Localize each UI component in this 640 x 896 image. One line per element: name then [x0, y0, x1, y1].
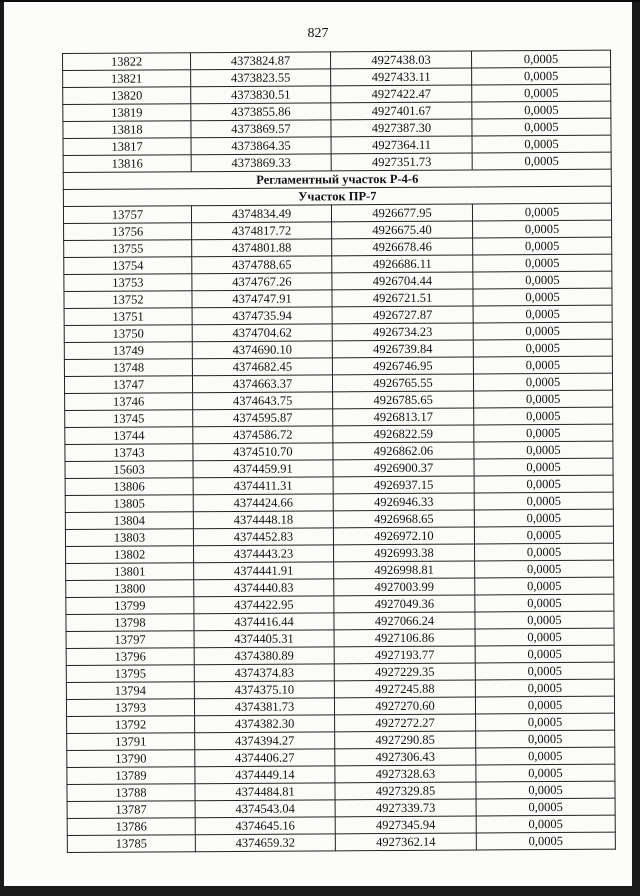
- point-number-cell: 13790: [67, 750, 195, 768]
- y-coordinate-cell: 4927362.14: [335, 833, 476, 851]
- x-coordinate-cell: 4374394.27: [195, 732, 335, 750]
- point-number-cell: 13792: [67, 716, 195, 734]
- error-cell: 0,0005: [474, 526, 613, 544]
- coordinates-table-body: [63, 50, 616, 852]
- error-cell: 0,0005: [476, 713, 615, 731]
- x-coordinate-cell: 4373864.35: [191, 137, 331, 155]
- point-number-cell: 13747: [64, 376, 192, 394]
- point-number-cell: 13819: [63, 104, 191, 122]
- y-coordinate-cell: 4927270.60: [334, 697, 475, 715]
- error-cell: 0,0005: [475, 645, 614, 663]
- error-cell: 0,0005: [475, 594, 614, 612]
- error-cell: 0,0005: [474, 407, 613, 425]
- x-coordinate-cell: 4374801.88: [192, 239, 332, 257]
- x-coordinate-cell: 4374381.73: [194, 698, 334, 716]
- x-coordinate-cell: 4374424.66: [193, 494, 333, 512]
- x-coordinate-cell: 4374440.83: [194, 579, 334, 597]
- y-coordinate-cell: 4926746.95: [332, 357, 473, 375]
- point-number-cell: 13800: [66, 580, 194, 598]
- point-number-cell: 13821: [63, 70, 191, 88]
- point-number-cell: 13799: [66, 597, 194, 615]
- point-number-cell: 13796: [66, 648, 194, 666]
- point-number-cell: 13748: [64, 359, 192, 377]
- error-cell: 0,0005: [473, 288, 612, 306]
- error-cell: 0,0005: [473, 305, 612, 323]
- subsection-heading: Участок ПР-7: [63, 186, 611, 206]
- x-coordinate-cell: 4374682.45: [192, 358, 332, 376]
- x-coordinate-cell: 4374406.27: [195, 749, 335, 767]
- error-cell: 0,0005: [473, 271, 612, 289]
- error-cell: 0,0005: [475, 628, 614, 646]
- x-coordinate-cell: 4374411.31: [193, 477, 333, 495]
- document-page: [4, 2, 632, 886]
- x-coordinate-cell: 4374767.26: [192, 273, 332, 291]
- error-cell: 0,0005: [475, 560, 614, 578]
- error-cell: 0,0005: [472, 67, 611, 85]
- error-cell: 0,0005: [471, 50, 610, 68]
- x-coordinate-cell: 4373855.86: [191, 103, 331, 121]
- point-number-cell: 13818: [63, 121, 191, 139]
- y-coordinate-cell: 4927339.73: [335, 799, 476, 817]
- point-number-cell: 13756: [64, 223, 192, 241]
- y-coordinate-cell: 4927306.43: [335, 748, 476, 766]
- error-cell: 0,0005: [474, 458, 613, 476]
- point-number-cell: 13753: [64, 274, 192, 292]
- error-cell: 0,0005: [473, 220, 612, 238]
- y-coordinate-cell: 4926704.44: [332, 272, 473, 290]
- y-coordinate-cell: 4926862.06: [333, 442, 474, 460]
- y-coordinate-cell: 4926993.38: [334, 544, 475, 562]
- section-heading: Регламентный участок Р-4-6: [63, 169, 611, 189]
- x-coordinate-cell: 4374382.30: [195, 715, 335, 733]
- point-number-cell: 13795: [66, 665, 194, 683]
- y-coordinate-cell: 4927422.47: [331, 85, 472, 103]
- point-number-cell: 13791: [67, 733, 195, 751]
- x-coordinate-cell: 4374375.10: [194, 681, 334, 699]
- y-coordinate-cell: 4926946.33: [333, 493, 474, 511]
- y-coordinate-cell: 4927433.11: [331, 68, 472, 86]
- error-cell: 0,0005: [476, 798, 615, 816]
- point-number-cell: 13789: [67, 767, 195, 785]
- point-number-cell: 13801: [66, 563, 194, 581]
- x-coordinate-cell: 4374834.49: [191, 205, 331, 223]
- y-coordinate-cell: 4926721.51: [332, 289, 473, 307]
- x-coordinate-cell: 4374645.16: [195, 817, 335, 835]
- x-coordinate-cell: 4373830.51: [191, 86, 331, 104]
- point-number-cell: 13822: [63, 53, 191, 71]
- y-coordinate-cell: 4927328.63: [335, 765, 476, 783]
- x-coordinate-cell: 4374449.14: [195, 766, 335, 784]
- error-cell: 0,0005: [473, 356, 612, 374]
- y-coordinate-cell: 4927245.88: [334, 680, 475, 698]
- error-cell: 0,0005: [476, 764, 615, 782]
- error-cell: 0,0005: [473, 322, 612, 340]
- y-coordinate-cell: 4927290.85: [335, 731, 476, 749]
- x-coordinate-cell: 4374405.31: [194, 630, 334, 648]
- error-cell: 0,0005: [475, 696, 614, 714]
- y-coordinate-cell: 4927345.94: [335, 816, 476, 834]
- point-number-cell: 13816: [63, 155, 191, 173]
- error-cell: 0,0005: [476, 815, 615, 833]
- error-cell: 0,0005: [472, 118, 611, 136]
- x-coordinate-cell: 4374422.95: [194, 596, 334, 614]
- error-cell: 0,0005: [474, 441, 613, 459]
- error-cell: 0,0005: [475, 611, 614, 629]
- x-coordinate-cell: 4374586.72: [193, 426, 333, 444]
- y-coordinate-cell: 4926675.40: [332, 221, 473, 239]
- x-coordinate-cell: 4374595.87: [193, 409, 333, 427]
- y-coordinate-cell: 4927401.67: [331, 102, 472, 120]
- x-coordinate-cell: 4374459.91: [193, 460, 333, 478]
- x-coordinate-cell: 4374441.91: [194, 562, 334, 580]
- point-number-cell: 13751: [64, 308, 192, 326]
- point-number-cell: 15603: [65, 461, 193, 479]
- x-coordinate-cell: 4374380.89: [194, 647, 334, 665]
- y-coordinate-cell: 4926678.46: [332, 238, 473, 256]
- error-cell: 0,0005: [472, 203, 611, 221]
- error-cell: 0,0005: [472, 101, 611, 119]
- y-coordinate-cell: 4927438.03: [330, 51, 471, 69]
- x-coordinate-cell: 4374747.91: [192, 290, 332, 308]
- point-number-cell: 13786: [67, 818, 195, 836]
- x-coordinate-cell: 4374484.81: [195, 783, 335, 801]
- y-coordinate-cell: 4926937.15: [333, 476, 474, 494]
- y-coordinate-cell: 4926734.23: [332, 323, 473, 341]
- error-cell: 0,0005: [474, 424, 613, 442]
- point-number-cell: 13757: [63, 206, 191, 224]
- y-coordinate-cell: 4927229.35: [334, 663, 475, 681]
- y-coordinate-cell: 4926727.87: [332, 306, 473, 324]
- x-coordinate-cell: 4373824.87: [191, 52, 331, 70]
- error-cell: 0,0005: [475, 679, 614, 697]
- x-coordinate-cell: 4374448.18: [193, 511, 333, 529]
- x-coordinate-cell: 4373869.33: [191, 154, 331, 172]
- y-coordinate-cell: 4926765.55: [332, 374, 473, 392]
- error-cell: 0,0005: [476, 747, 615, 765]
- error-cell: 0,0005: [476, 832, 615, 850]
- error-cell: 0,0005: [473, 237, 612, 255]
- x-coordinate-cell: 4374788.65: [192, 256, 332, 274]
- y-coordinate-cell: 4926900.37: [333, 459, 474, 477]
- error-cell: 0,0005: [475, 577, 614, 595]
- x-coordinate-cell: 4374643.75: [193, 392, 333, 410]
- error-cell: 0,0005: [474, 509, 613, 527]
- x-coordinate-cell: 4374690.10: [192, 341, 332, 359]
- error-cell: 0,0005: [473, 339, 612, 357]
- x-coordinate-cell: 4374704.62: [192, 324, 332, 342]
- point-number-cell: 13750: [64, 325, 192, 343]
- y-coordinate-cell: 4926686.11: [332, 255, 473, 273]
- x-coordinate-cell: 4374452.83: [193, 528, 333, 546]
- error-cell: 0,0005: [474, 475, 613, 493]
- point-number-cell: 13794: [66, 682, 194, 700]
- error-cell: 0,0005: [475, 543, 614, 561]
- error-cell: 0,0005: [476, 781, 615, 799]
- point-number-cell: 13787: [67, 801, 195, 819]
- point-number-cell: 13820: [63, 87, 191, 105]
- x-coordinate-cell: 4374374.83: [194, 664, 334, 682]
- point-number-cell: 13817: [63, 138, 191, 156]
- error-cell: 0,0005: [474, 492, 613, 510]
- x-coordinate-cell: 4374443.23: [194, 545, 334, 563]
- point-number-cell: 13804: [65, 512, 193, 530]
- error-cell: 0,0005: [475, 662, 614, 680]
- x-coordinate-cell: 4374659.32: [195, 834, 335, 852]
- table-row: [67, 832, 615, 852]
- error-cell: 0,0005: [472, 152, 611, 170]
- point-number-cell: 13743: [65, 444, 193, 462]
- point-number-cell: 13754: [64, 257, 192, 275]
- y-coordinate-cell: 4927272.27: [335, 714, 476, 732]
- point-number-cell: 13797: [66, 631, 194, 649]
- page-number: 827: [307, 26, 329, 41]
- point-number-cell: 13793: [66, 699, 194, 717]
- y-coordinate-cell: 4926972.10: [333, 527, 474, 545]
- y-coordinate-cell: 4926739.84: [332, 340, 473, 358]
- point-number-cell: 13802: [66, 546, 194, 564]
- x-coordinate-cell: 4374416.44: [194, 613, 334, 631]
- error-cell: 0,0005: [472, 84, 611, 102]
- point-number-cell: 13749: [64, 342, 192, 360]
- x-coordinate-cell: 4373869.57: [191, 120, 331, 138]
- y-coordinate-cell: 4926822.59: [333, 425, 474, 443]
- x-coordinate-cell: 4374510.70: [193, 443, 333, 461]
- y-coordinate-cell: 4927351.73: [331, 153, 472, 171]
- error-cell: 0,0005: [473, 373, 612, 391]
- point-number-cell: 13785: [67, 835, 195, 853]
- point-number-cell: 13798: [66, 614, 194, 632]
- x-coordinate-cell: 4374543.04: [195, 800, 335, 818]
- y-coordinate-cell: 4926785.65: [333, 391, 474, 409]
- y-coordinate-cell: 4927003.99: [334, 578, 475, 596]
- error-cell: 0,0005: [472, 135, 611, 153]
- x-coordinate-cell: 4374735.94: [192, 307, 332, 325]
- point-number-cell: 13788: [67, 784, 195, 802]
- point-number-cell: 13805: [65, 495, 193, 513]
- y-coordinate-cell: 4927329.85: [335, 782, 476, 800]
- point-number-cell: 13744: [65, 427, 193, 445]
- point-number-cell: 13752: [64, 291, 192, 309]
- point-number-cell: 13755: [64, 240, 192, 258]
- y-coordinate-cell: 4927066.24: [334, 612, 475, 630]
- error-cell: 0,0005: [473, 254, 612, 272]
- y-coordinate-cell: 4926968.65: [333, 510, 474, 528]
- y-coordinate-cell: 4927049.36: [334, 595, 475, 613]
- error-cell: 0,0005: [476, 730, 615, 748]
- x-coordinate-cell: 4374817.72: [192, 222, 332, 240]
- point-number-cell: 13746: [65, 393, 193, 411]
- point-number-cell: 13806: [65, 478, 193, 496]
- y-coordinate-cell: 4926677.95: [331, 204, 472, 222]
- coordinates-table: [62, 50, 616, 853]
- point-number-cell: 13745: [65, 410, 193, 428]
- x-coordinate-cell: 4373823.55: [191, 69, 331, 87]
- x-coordinate-cell: 4374663.37: [192, 375, 332, 393]
- y-coordinate-cell: 4927106.86: [334, 629, 475, 647]
- y-coordinate-cell: 4927364.11: [331, 136, 472, 154]
- y-coordinate-cell: 4926998.81: [334, 561, 475, 579]
- y-coordinate-cell: 4927193.77: [334, 646, 475, 664]
- y-coordinate-cell: 4927387.30: [331, 119, 472, 137]
- point-number-cell: 13803: [65, 529, 193, 547]
- error-cell: 0,0005: [474, 390, 613, 408]
- y-coordinate-cell: 4926813.17: [333, 408, 474, 426]
